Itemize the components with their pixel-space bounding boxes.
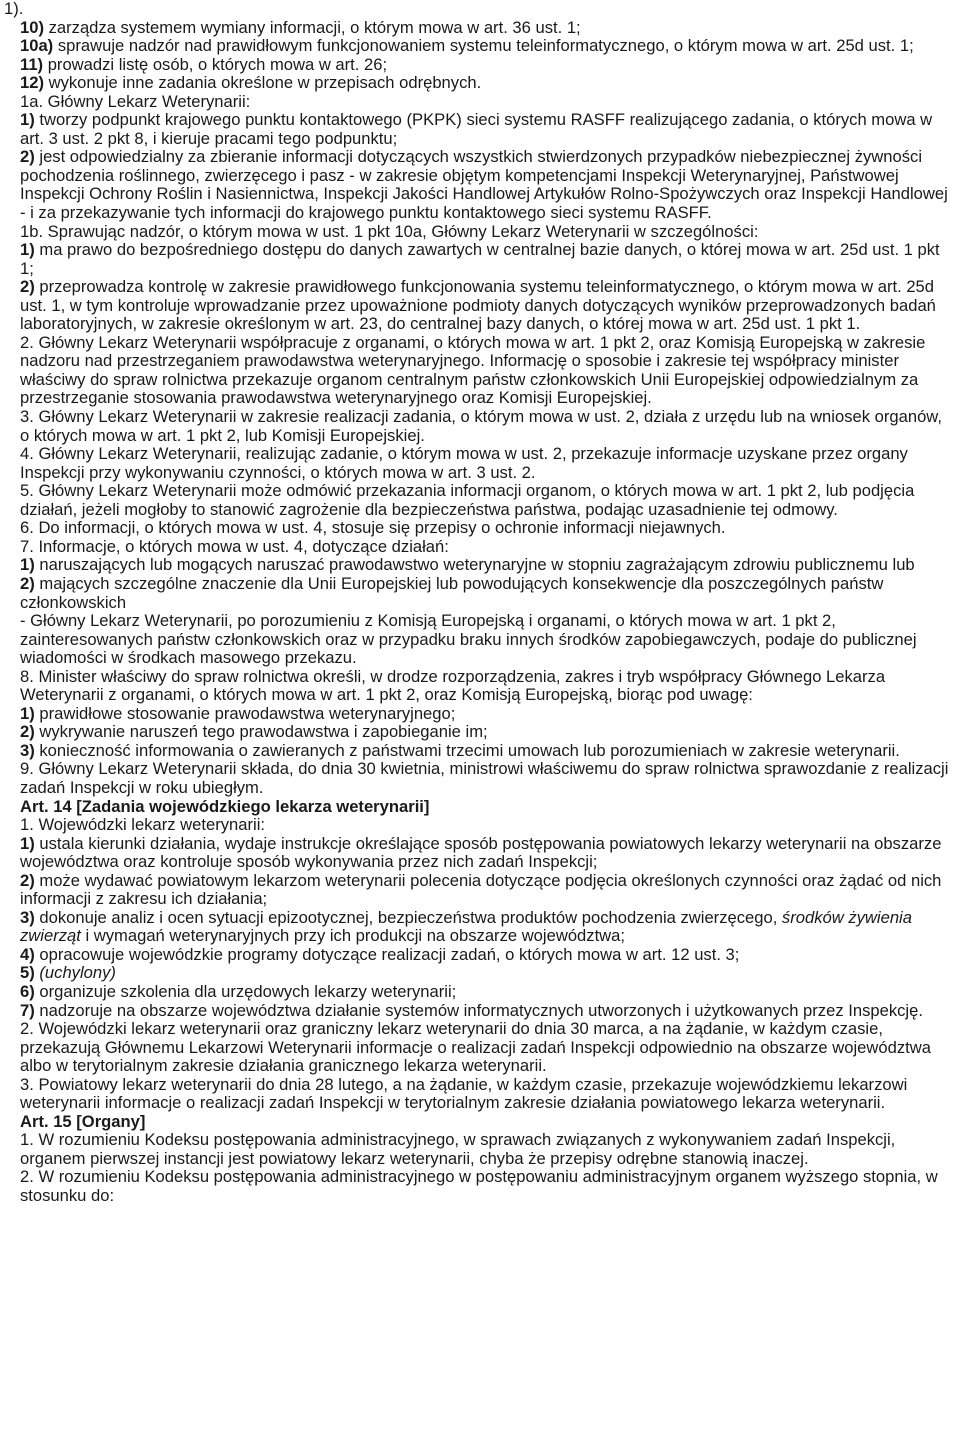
paragraph bbox=[4, 334, 952, 408]
paragraph bbox=[4, 816, 952, 835]
text-segment: ma prawo do bezpośredniego dostępu do danych zawartych w centralnej bazie danych, o której mowa w art. 25d ust. 1 pkt 1; bbox=[20, 240, 940, 278]
paragraph bbox=[4, 964, 952, 983]
text-segment: dokonuje analiz i ocen sytuacji epizootycznej, bezpieczeństwa produktów pochodzenia zwierzęcego, bbox=[34, 907, 782, 927]
paragraph bbox=[4, 148, 952, 222]
text-segment: 3. Powiatowy lekarz weterynarii do dnia 28 lutego, a na żądanie, w każdym czasie, przekazuje wojewódzkiemu lekarzowi weterynarii informacje o realizacji zadań Inspekcji w terytorialnym zakresie działania powiatowego lekarza weterynarii. bbox=[20, 1074, 908, 1113]
text-segment: - Główny Lekarz Weterynarii, po porozumieniu z Komisją Europejską i organami, o których mowa w art. 1 pkt 2, zainteresowanych państw członkowskich oraz w przypadku braku innych środków zapobiegawczych, podaje do publicznej wiadomości w środkach masowego przekazu. bbox=[20, 611, 917, 668]
text-segment: konieczność informowania o zawieranych z państwami trzecimi umowach lub porozumieniach w zakresie weterynarii. bbox=[34, 740, 900, 760]
paragraph bbox=[4, 1131, 952, 1168]
italic-text: środków żywienia zwierząt bbox=[20, 907, 912, 946]
text-segment: opracowuje wojewódzkie programy dotyczące realizacji zadań, o których mowa w art. 12 ust. 3; bbox=[34, 944, 740, 964]
paragraph bbox=[4, 909, 952, 946]
text-segment: 1a. Główny Lekarz Weterynarii: bbox=[20, 91, 251, 111]
article-heading bbox=[4, 1113, 952, 1132]
text-segment: 2. Wojewódzki lekarz weterynarii oraz graniczny lekarz weterynarii do dnia 30 marca, a na żądanie, w każdym czasie, przekazują Głównemu Lekarzowi Weterynarii informacje o realizacji zadań Inspekcji odpowiednio na obszarze województwa albo w terytorialnym zakresie działania granicznego lekarza weterynarii. bbox=[20, 1019, 931, 1076]
paragraph bbox=[4, 1020, 952, 1076]
paragraph bbox=[4, 1076, 952, 1113]
paragraph bbox=[4, 19, 952, 38]
bold-text: 4) bbox=[20, 944, 35, 964]
bold-text: 2) bbox=[20, 147, 35, 167]
text-segment: 1b. Sprawując nadzór, o którym mowa w ust. 1 pkt 10a, Główny Lekarz Weterynarii w szczególności: bbox=[20, 221, 759, 241]
bold-text: 12) bbox=[20, 73, 44, 93]
article-heading bbox=[4, 798, 952, 817]
paragraph bbox=[4, 556, 952, 575]
text-segment: wykrywanie naruszeń tego prawodawstwa i zapobieganie im; bbox=[34, 722, 488, 742]
bold-text: 2) bbox=[20, 277, 35, 297]
text-segment: prawidłowe stosowanie prawodawstwa weterynaryjnego; bbox=[34, 703, 456, 723]
text-segment: 9. Główny Lekarz Weterynarii składa, do dnia 30 kwietnia, ministrowi właściwemu do spraw rolnictwa sprawozdanie z realizacji zadań Inspekcji w roku ubiegłym. bbox=[20, 759, 949, 797]
bold-text: 2) bbox=[20, 722, 35, 742]
bold-text: 2) bbox=[20, 870, 35, 890]
bold-text: 11) bbox=[20, 54, 44, 74]
paragraph bbox=[4, 575, 952, 612]
paragraph bbox=[4, 445, 952, 482]
bold-text: 1) bbox=[20, 240, 35, 260]
bold-text: 6) bbox=[20, 981, 35, 1001]
text-segment: 2. W rozumieniu Kodeksu postępowania administracyjnego w postępowaniu administracyjnym organem wyższego stopnia, w stosunku do: bbox=[20, 1167, 938, 1205]
text-segment: 2. Główny Lekarz Weterynarii współpracuje z organami, o których mowa w art. 1 pkt 2, oraz Komisją Europejską w zakresie nadzoru nad przestrzeganiem prawodawstwa weterynaryjnego. Informację o sposobie i zakresie tej współpracy minister właściwy do spraw rolnictwa przekazuje organom centralnym państw członkowskich Unii Europejskiej odpowiedzialnym za przestrzeganie stosowania prawodawstwa weterynaryjnego oraz Komisji Europejskiej. bbox=[20, 332, 926, 408]
paragraph bbox=[4, 1168, 952, 1205]
text-segment: 6. Do informacji, o których mowa w ust. 4, stosuje się przepisy o ochronie informacji niejawnych. bbox=[20, 518, 726, 538]
text-segment: przeprowadza kontrolę w zakresie prawidłowego funkcjonowania systemu teleinformatycznego, o którym mowa w art. 25d ust. 1, w tym kontroluje wprowadzanie przez upoważnione podmioty danych dotyczących wyników przeprowadzonych badań laboratoryjnych, w zakresie określonym w art. 23, do centralnej bazy danych, o której mowa w art. 25d ust. 1 pkt 1. bbox=[20, 277, 936, 334]
text-segment: 1). bbox=[4, 0, 24, 18]
bold-text: 3) bbox=[20, 740, 35, 760]
paragraph bbox=[4, 872, 952, 909]
bold-text: 2) bbox=[20, 573, 35, 593]
bold-text: Art. 14 [Zadania wojewódzkiego lekarza weterynarii] bbox=[20, 796, 430, 816]
paragraph bbox=[4, 946, 952, 965]
bold-text: 7) bbox=[20, 1000, 35, 1020]
bold-text: 5) bbox=[20, 963, 35, 983]
text-segment: ustala kierunki działania, wydaje instrukcje określające sposób postępowania powiatowych lekarzy weterynarii na obszarze województwa oraz kontroluje sposób wykonywania przez nich zadań Inspekcji; bbox=[20, 833, 942, 872]
paragraph bbox=[4, 408, 952, 445]
paragraph bbox=[4, 241, 952, 278]
paragraph bbox=[4, 723, 952, 742]
paragraph bbox=[4, 0, 952, 19]
text-segment: sprawuje nadzór nad prawidłowym funkcjonowaniem systemu teleinformatycznego, o którym mowa w art. 25d ust. 1; bbox=[53, 36, 914, 56]
text-segment: 1. Wojewódzki lekarz weterynarii: bbox=[20, 815, 266, 835]
paragraph bbox=[4, 482, 952, 519]
paragraph bbox=[4, 93, 952, 112]
bold-text: 3) bbox=[20, 907, 35, 927]
paragraph bbox=[4, 668, 952, 705]
bold-text: 1) bbox=[20, 833, 35, 853]
paragraph bbox=[4, 612, 952, 668]
italic-text: (uchylony) bbox=[39, 963, 116, 983]
paragraph bbox=[4, 983, 952, 1002]
text-segment: mających szczególne znaczenie dla Unii Europejskiej lub powodujących konsekwencje dla poszczególnych państw członkowskich bbox=[20, 573, 884, 612]
paragraph bbox=[4, 742, 952, 761]
paragraph bbox=[4, 223, 952, 242]
paragraph bbox=[4, 760, 952, 797]
paragraph bbox=[4, 705, 952, 724]
text-segment: nadzoruje na obszarze województwa działanie systemów informatycznych utworzonych i użytkowanych przez Inspekcję. bbox=[34, 1000, 923, 1020]
text-segment: tworzy podpunkt krajowego punktu kontaktowego (PKPK) sieci systemu RASFF realizującego zadania, o których mowa w art. 3 ust. 2 pkt 8, i kieruje pracami tego podpunktu; bbox=[20, 110, 933, 148]
text-segment: i wymagań weterynaryjnych przy ich produkcji na obszarze województwa; bbox=[80, 926, 626, 946]
paragraph bbox=[4, 519, 952, 538]
text-segment: organizuje szkolenia dla urzędowych lekarzy weterynarii; bbox=[34, 981, 457, 1001]
text-segment: prowadzi listę osób, o których mowa w art. 26; bbox=[43, 54, 388, 74]
bold-text: 1) bbox=[20, 555, 35, 575]
bold-text: 1) bbox=[20, 703, 35, 723]
paragraph bbox=[4, 37, 952, 56]
text-segment: 8. Minister właściwy do spraw rolnictwa określi, w drodze rozporządzenia, zakres i tryb współpracy Głównego Lekarza Weterynarii z organami, o których mowa w art. 1 pkt 2, oraz Komisją Europejską, biorąc pod uwagę: bbox=[20, 666, 886, 705]
bold-text: Art. 15 [Organy] bbox=[20, 1111, 146, 1131]
text-segment: zarządza systemem wymiany informacji, o którym mowa w art. 36 ust. 1; bbox=[43, 17, 581, 37]
bold-text: 10a) bbox=[20, 36, 54, 56]
text-segment: 1. W rozumieniu Kodeksu postępowania administracyjnego, w sprawach związanych z wykonywaniem zadań Inspekcji, organem pierwszej instancji jest powiatowy lekarz weterynarii, chyba że przepisy odrębne stanowią inaczej. bbox=[20, 1130, 896, 1168]
paragraph bbox=[4, 74, 952, 93]
paragraph bbox=[4, 278, 952, 334]
text-segment: wykonuje inne zadania określone w przepisach odrębnych. bbox=[43, 73, 482, 93]
text-segment: może wydawać powiatowym lekarzom weterynarii polecenia dotyczące podjęcia określonych czynności oraz żądać od nich informacji z zakresu ich działania; bbox=[20, 870, 942, 909]
bold-text: 1) bbox=[20, 110, 35, 130]
bold-text: 10) bbox=[20, 17, 44, 37]
paragraph bbox=[4, 1002, 952, 1021]
paragraph bbox=[4, 835, 952, 872]
text-segment: 4. Główny Lekarz Weterynarii, realizując zadanie, o którym mowa w ust. 2, przekazuje informacje uzyskane przez organy Inspekcji przy wykonywaniu czynności, o których mowa w art. 3 ust. 2. bbox=[20, 444, 908, 482]
paragraph bbox=[4, 538, 952, 557]
text-segment: 5. Główny Lekarz Weterynarii może odmówić przekazania informacji organom, o których mowa w art. 1 pkt 2, lub podjęcia działań, jeżeli mogłoby to stanowić zagrożenie dla bezpieczeństwa państwa, podając uzasadnienie tej odmowy. bbox=[20, 481, 915, 519]
paragraph bbox=[4, 56, 952, 75]
text-segment: jest odpowiedzialny za zbieranie informacji dotyczących wszystkich stwierdzonych przypadków niebezpiecznej żywności pochodzenia roślinnego, zwierzęcego i pasz - w zakresie objętym kompetencjami Inspekcji Weterynaryjnej, Państwowej Inspekcji Ochrony Roślin i Nasiennictwa, Inspekcji Jakości Handlowej Artykułów Rolno-Spożywczych oraz Inspekcji Handlowej - i za przekazywanie tych informacji do krajowego punktu kontaktowego sieci systemu RASFF. bbox=[20, 147, 948, 223]
text-segment: 3. Główny Lekarz Weterynarii w zakresie realizacji zadania, o którym mowa w ust. 2, działa z urzędu lub na wniosek organów, o których mowa w art. 1 pkt 2, lub Komisji Europejskiej. bbox=[20, 407, 942, 445]
paragraph bbox=[4, 111, 952, 148]
text-segment: naruszających lub mogących naruszać prawodawstwo weterynaryjne w stopniu zagrażającym zdrowiu publicznemu lub bbox=[34, 555, 915, 575]
text-segment: 7. Informacje, o których mowa w ust. 4, dotyczące działań: bbox=[20, 536, 449, 556]
